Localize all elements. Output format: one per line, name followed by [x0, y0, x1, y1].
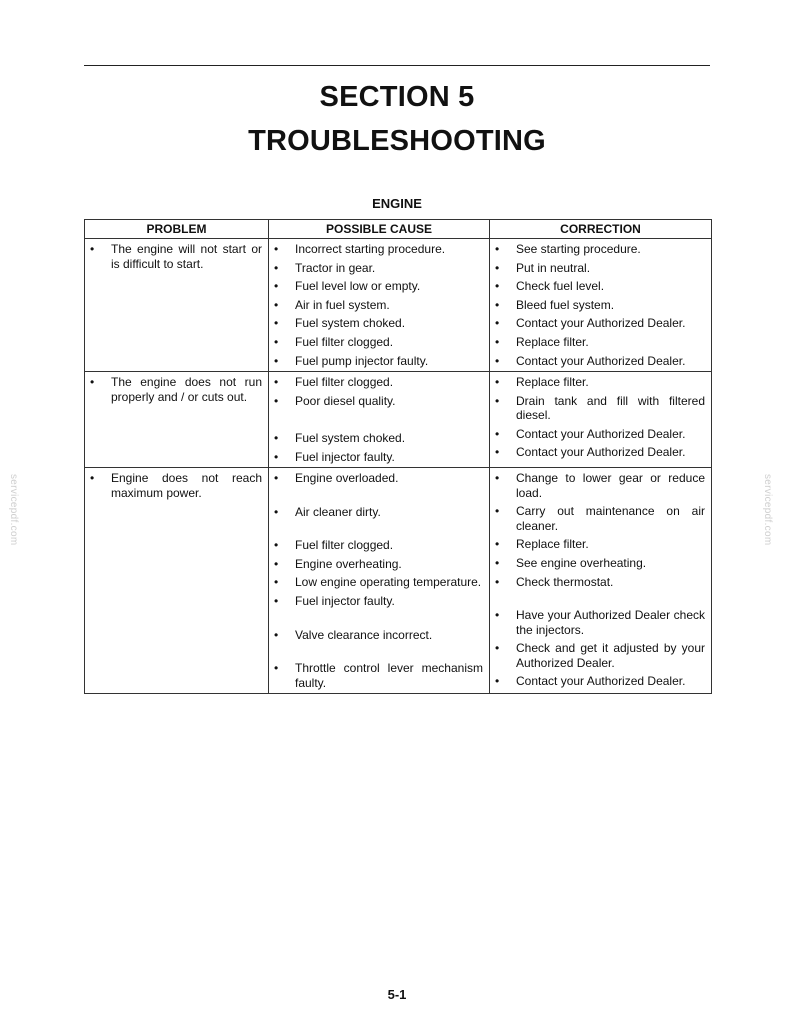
cause-text: Fuel filter clogged. — [295, 375, 394, 390]
correction-text: Check thermostat. — [516, 574, 614, 589]
list-item: • Fuel system choked. — [274, 316, 406, 331]
cause-text: Air cleaner dirty. — [295, 504, 381, 519]
list-item: • The engine does not run properly and / or cuts out. — [90, 375, 262, 404]
correction-text: See engine overheating. — [516, 556, 647, 571]
list-item: • Poor diesel quality. — [274, 393, 396, 408]
section-subtitle: TROUBLESHOOTING — [248, 125, 546, 157]
list-item: • Contact your Authorized Dealer. — [495, 426, 686, 441]
list-item: • See engine overheating. — [495, 556, 647, 571]
problem-text: Engine does not reach maximum power. — [111, 471, 262, 500]
list-item: • Incorrect starting procedure. — [274, 242, 446, 256]
cause-text: Fuel filter clogged. — [295, 538, 394, 553]
page-number: 5-1 — [387, 987, 407, 1002]
correction-text: See starting procedure. — [516, 242, 641, 256]
cause-text: Fuel level low or empty. — [295, 279, 421, 294]
list-item: • See starting procedure. — [495, 242, 641, 256]
list-item: • Contact your Authorized Dealer. — [495, 316, 686, 331]
list-item: • Air in fuel system. — [274, 297, 390, 312]
list-item: • Contact your Authorized Dealer. — [495, 445, 686, 460]
section-title: SECTION 5 — [319, 81, 475, 113]
table-header-row — [85, 220, 712, 239]
list-item: • Valve clearance incorrect. — [274, 627, 433, 642]
list-item: • Fuel filter clogged. — [274, 538, 394, 553]
correction-text: Contact your Authorized Dealer. — [516, 674, 686, 689]
cause-text: Fuel injector faulty. — [295, 594, 395, 609]
cause-text: Fuel pump injector faulty. — [295, 353, 429, 368]
correction-text: Put in neutral. — [516, 260, 591, 275]
table-row — [85, 468, 712, 694]
list-item: • Engine overloaded. — [274, 471, 399, 486]
cause-text: Poor diesel quality. — [295, 393, 396, 408]
correction-text: Bleed fuel system. — [516, 297, 615, 312]
cause-cell — [269, 468, 490, 694]
list-item: • Fuel injector faulty. — [274, 594, 395, 609]
correction-cell — [490, 372, 712, 468]
list-item: • Contact your Authorized Dealer. — [495, 674, 686, 689]
list-item: • Check thermostat. — [495, 574, 614, 589]
problem-text: The engine does not run properly and / or cuts out. — [111, 375, 262, 404]
correction-text: Carry out maintenance on air cleaner. — [516, 504, 705, 533]
list-item: • Change to lower gear or reduce load. — [495, 471, 705, 500]
cause-text: Tractor in gear. — [295, 260, 376, 275]
correction-text: Check fuel level. — [516, 279, 605, 294]
correction-text: Contact your Authorized Dealer. — [516, 316, 686, 331]
watermark-right: servicepdf.com — [762, 474, 773, 546]
list-item: • Carry out maintenance on air cleaner. — [495, 504, 705, 533]
problem-text: The engine will not start or is difficult to start. — [111, 242, 262, 271]
correction-text: Replace filter. — [516, 375, 589, 390]
header-correction: CORRECTION — [490, 220, 712, 239]
problem-cell — [85, 239, 269, 372]
correction-text: Have your Authorized Dealer check the injectors. — [516, 608, 705, 637]
list-item: • Bleed fuel system. — [495, 297, 615, 312]
list-item: • Engine overheating. — [274, 556, 402, 571]
list-item: • Have your Authorized Dealer check the injectors. — [495, 608, 705, 637]
table-row — [85, 372, 712, 468]
correction-text: Replace filter. — [516, 334, 589, 349]
list-item: • Fuel system choked. — [274, 431, 406, 446]
cause-cell — [269, 372, 490, 468]
correction-text: Contact your Authorized Dealer. — [516, 353, 686, 368]
list-item: • Air cleaner dirty. — [274, 504, 381, 519]
correction-text: Drain tank and fill with filtered diesel. — [516, 393, 705, 423]
correction-text: Contact your Authorized Dealer. — [516, 445, 686, 460]
list-item: • Replace filter. — [495, 375, 589, 390]
problem-cell — [85, 372, 269, 468]
cause-text: Fuel system choked. — [295, 316, 406, 331]
list-item: • The engine will not start or is difficult to start. — [90, 242, 262, 271]
cause-cell — [269, 239, 490, 372]
correction-text: Contact your Authorized Dealer. — [516, 426, 686, 441]
cause-text: Air in fuel system. — [295, 297, 390, 312]
list-item: • Fuel level low or empty. — [274, 279, 421, 294]
list-item: • Throttle control lever mechanism faulty. — [274, 661, 483, 690]
troubleshooting-table — [84, 219, 712, 694]
list-item: • Check and get it adjusted by your Authorized Dealer. — [495, 641, 705, 670]
table-row — [85, 239, 712, 372]
correction-cell — [490, 468, 712, 694]
list-item: • Replace filter. — [495, 334, 589, 349]
list-item: • Replace filter. — [495, 537, 589, 552]
list-item: • Check fuel level. — [495, 279, 605, 294]
correction-text: Change to lower gear or reduce load. — [516, 471, 705, 500]
header-problem: PROBLEM — [85, 220, 269, 239]
cause-text: Valve clearance incorrect. — [295, 627, 433, 642]
list-item: • Put in neutral. — [495, 260, 591, 275]
list-item: • Fuel injector faulty. — [274, 449, 395, 464]
top-rule — [84, 65, 710, 66]
list-item: • Tractor in gear. — [274, 260, 376, 275]
list-item: • Low engine operating temperature. — [274, 575, 482, 590]
correction-text: Check and get it adjusted by your Authorized Dealer. — [516, 641, 705, 670]
correction-text: Replace filter. — [516, 537, 589, 552]
list-item: • Fuel pump injector faulty. — [274, 353, 429, 368]
cause-text: Engine overloaded. — [295, 471, 399, 486]
table-title: ENGINE — [372, 196, 422, 211]
cause-text: Incorrect starting procedure. — [295, 242, 446, 256]
list-item: • Engine does not reach maximum power. — [90, 471, 262, 500]
list-item: • Contact your Authorized Dealer. — [495, 353, 686, 368]
cause-text: Fuel filter clogged. — [295, 334, 394, 349]
cause-text: Fuel system choked. — [295, 431, 406, 446]
list-item: • Fuel filter clogged. — [274, 375, 394, 390]
watermark-left: servicepdf.com — [8, 474, 19, 546]
cause-text: Fuel injector faulty. — [295, 449, 395, 464]
cause-text: Low engine operating temperature. — [295, 575, 482, 590]
cause-text: Throttle control lever mechanism faulty. — [295, 661, 483, 690]
list-item: • Fuel filter clogged. — [274, 334, 394, 349]
problem-cell — [85, 468, 269, 694]
cause-text: Engine overheating. — [295, 556, 402, 571]
header-possible-cause: POSSIBLE CAUSE — [269, 220, 490, 239]
list-item: • Drain tank and fill with filtered diesel. — [495, 393, 705, 423]
correction-cell — [490, 239, 712, 372]
